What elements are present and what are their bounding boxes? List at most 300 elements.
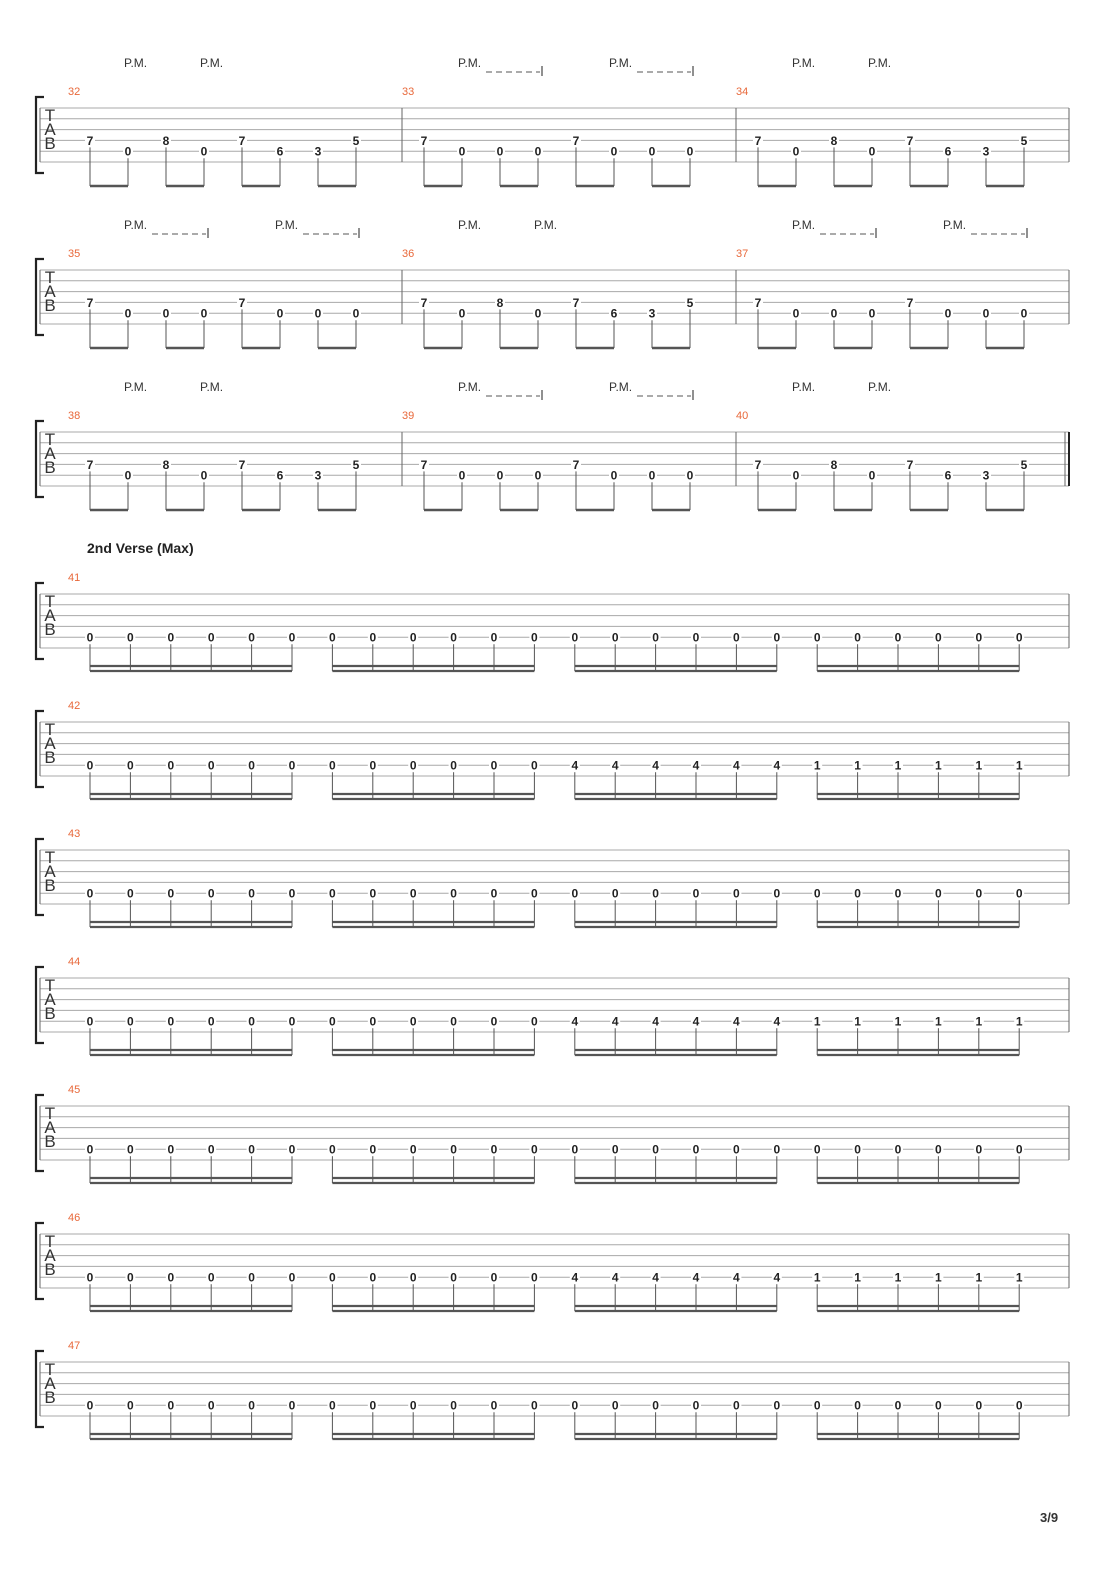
tab-system-2 (36, 218, 1069, 348)
fret-number: 0 (409, 758, 417, 773)
fret-number: 4 (611, 1270, 619, 1285)
fret-number: 1 (854, 758, 861, 773)
fret-number: 0 (490, 1014, 498, 1029)
palm-mute-label: P.M. (868, 380, 892, 394)
palm-mute-label: P.M. (609, 56, 633, 70)
fret-number: 7 (420, 295, 428, 310)
fret-number: 0 (975, 886, 983, 901)
measure-number: 44 (68, 956, 81, 968)
fret-number: 0 (652, 1398, 659, 1413)
fret-number: 7 (86, 295, 94, 310)
fret-number: 1 (854, 1270, 861, 1285)
measure-number: 36 (402, 248, 415, 260)
tab-letter: A (44, 444, 56, 463)
fret-number: 0 (571, 886, 579, 901)
fret-number: 0 (86, 1014, 94, 1029)
fret-number: 6 (944, 144, 952, 159)
fret-number: 0 (935, 1142, 942, 1157)
fret-number: 5 (686, 295, 694, 310)
measure-47 (36, 1340, 1069, 1439)
fret-number: 0 (200, 468, 208, 483)
fret-number: 0 (409, 886, 417, 901)
palm-mute-label: P.M. (200, 380, 224, 394)
fret-number: 8 (162, 457, 170, 472)
fret-number: 4 (571, 1014, 579, 1029)
fret-number: 7 (86, 457, 94, 472)
measure-40 (736, 380, 1029, 510)
fret-number: 0 (167, 630, 175, 645)
fret-number: 0 (248, 886, 255, 901)
tab-letter: B (44, 1132, 56, 1151)
palm-mute-label: P.M. (868, 56, 892, 70)
fret-number: 0 (490, 758, 498, 773)
measure-44 (36, 956, 1069, 1055)
fret-number: 0 (610, 468, 618, 483)
fret-number: 4 (611, 1014, 619, 1029)
fret-number: 0 (652, 886, 659, 901)
fret-number: 1 (935, 1014, 942, 1029)
fret-number: 0 (854, 886, 861, 901)
measure-number: 45 (68, 1084, 81, 1096)
fret-number: 0 (450, 630, 457, 645)
fret-number: 0 (409, 1014, 417, 1029)
fret-number: 0 (248, 758, 255, 773)
palm-mute-label: P.M. (458, 380, 482, 394)
measure-33 (402, 56, 695, 186)
palm-mute-label: P.M. (124, 56, 148, 70)
measure-42 (36, 700, 1069, 799)
fret-number: 0 (490, 1398, 498, 1413)
tab-letter: B (44, 1260, 56, 1279)
fret-number: 0 (200, 144, 208, 159)
fret-number: 0 (894, 886, 902, 901)
fret-number: 0 (531, 886, 538, 901)
palm-mute-label: P.M. (792, 380, 816, 394)
fret-number: 0 (458, 468, 466, 483)
fret-number: 0 (692, 630, 700, 645)
tab-letter: B (44, 134, 56, 153)
measure-45 (36, 1084, 1069, 1183)
fret-number: 3 (314, 144, 322, 159)
fret-number: 0 (610, 144, 618, 159)
tab-system-3 (36, 380, 1069, 510)
fret-number: 0 (975, 1398, 983, 1413)
fret-number: 0 (450, 1270, 457, 1285)
fret-number: 0 (813, 886, 821, 901)
fret-number: 0 (868, 306, 876, 321)
measure-46 (36, 1212, 1069, 1311)
tab-letter: T (44, 720, 56, 739)
tab-letter: B (44, 748, 56, 767)
fret-number: 0 (369, 886, 377, 901)
palm-mute-label: P.M. (792, 56, 816, 70)
fret-number: 7 (86, 133, 94, 148)
fret-number: 0 (830, 306, 838, 321)
fret-number: 0 (733, 630, 740, 645)
fret-number: 0 (648, 144, 656, 159)
fret-number: 0 (127, 1014, 134, 1029)
fret-number: 0 (1015, 886, 1023, 901)
fret-number: 1 (1015, 1270, 1023, 1285)
fret-number: 0 (648, 468, 656, 483)
measure-number: 32 (68, 86, 81, 98)
fret-number: 0 (329, 886, 336, 901)
fret-number: 4 (652, 758, 659, 773)
fret-number: 0 (450, 1142, 457, 1157)
fret-number: 1 (894, 758, 902, 773)
fret-number: 0 (611, 1398, 619, 1413)
measure-number: 35 (68, 248, 81, 260)
fret-number: 6 (276, 144, 284, 159)
tab-letter: A (44, 120, 56, 139)
fret-number: 0 (167, 1014, 175, 1029)
fret-number: 0 (207, 630, 215, 645)
fret-number: 4 (652, 1014, 659, 1029)
fret-number: 0 (127, 1270, 134, 1285)
fret-number: 0 (531, 1014, 538, 1029)
fret-number: 0 (854, 1142, 861, 1157)
fret-number: 0 (450, 1398, 457, 1413)
fret-number: 1 (813, 1270, 821, 1285)
fret-number: 0 (207, 1142, 215, 1157)
tab-letter: A (44, 734, 56, 753)
tab-letter: B (44, 458, 56, 477)
fret-number: 0 (496, 144, 504, 159)
measure-number: 42 (68, 700, 81, 712)
fret-number: 0 (571, 1398, 579, 1413)
fret-number: 0 (571, 630, 579, 645)
fret-number: 0 (288, 1014, 296, 1029)
measure-number: 47 (68, 1340, 81, 1352)
fret-number: 0 (854, 1398, 861, 1413)
tab-letter: T (44, 592, 56, 611)
fret-number: 0 (369, 1014, 377, 1029)
measure-35 (68, 218, 361, 348)
fret-number: 0 (733, 1398, 740, 1413)
fret-number: 4 (692, 758, 700, 773)
fret-number: 4 (692, 1014, 700, 1029)
measure-39 (402, 380, 695, 510)
fret-number: 0 (975, 630, 983, 645)
fret-number: 0 (207, 886, 215, 901)
fret-number: 1 (894, 1270, 902, 1285)
fret-number: 0 (329, 758, 336, 773)
fret-number: 0 (124, 306, 132, 321)
fret-number: 0 (1015, 1398, 1023, 1413)
fret-number: 0 (490, 630, 498, 645)
tab-letter: A (44, 1374, 56, 1393)
fret-number: 0 (944, 306, 952, 321)
tab-letter: T (44, 1232, 56, 1251)
fret-number: 7 (572, 295, 580, 310)
measure-38 (68, 380, 361, 510)
tab-letter: T (44, 268, 56, 287)
fret-number: 0 (975, 1142, 983, 1157)
fret-number: 0 (450, 1014, 457, 1029)
fret-number: 8 (830, 457, 838, 472)
fret-number: 0 (288, 1398, 296, 1413)
tab-letter: B (44, 876, 56, 895)
fret-number: 0 (773, 1142, 781, 1157)
fret-number: 5 (1020, 457, 1028, 472)
fret-number: 0 (369, 1398, 377, 1413)
fret-number: 0 (458, 306, 466, 321)
fret-number: 0 (288, 630, 296, 645)
fret-number: 7 (420, 457, 428, 472)
fret-number: 0 (248, 1014, 255, 1029)
fret-number: 0 (490, 1142, 498, 1157)
tab-letter: B (44, 1004, 56, 1023)
fret-number: 5 (352, 457, 360, 472)
fret-number: 0 (534, 306, 542, 321)
fret-number: 7 (906, 133, 914, 148)
tab-letter: A (44, 862, 56, 881)
fret-number: 0 (450, 886, 457, 901)
fret-number: 0 (935, 1398, 942, 1413)
fret-number: 0 (531, 630, 538, 645)
fret-number: 0 (86, 886, 94, 901)
fret-number: 3 (314, 468, 322, 483)
measure-32 (68, 56, 361, 186)
fret-number: 5 (1020, 133, 1028, 148)
fret-number: 8 (496, 295, 504, 310)
fret-number: 0 (248, 630, 255, 645)
fret-number: 0 (1015, 630, 1023, 645)
fret-number: 0 (127, 1398, 134, 1413)
tab-letter: T (44, 1360, 56, 1379)
palm-mute-label: P.M. (124, 218, 148, 232)
fret-number: 1 (1015, 1014, 1023, 1029)
fret-number: 0 (127, 758, 134, 773)
fret-number: 0 (352, 306, 360, 321)
fret-number: 4 (611, 758, 619, 773)
palm-mute-label: P.M. (124, 380, 148, 394)
fret-number: 4 (733, 1014, 740, 1029)
measure-number: 39 (402, 410, 415, 422)
fret-number: 0 (369, 758, 377, 773)
fret-number: 0 (329, 1142, 336, 1157)
fret-number: 0 (1015, 1142, 1023, 1157)
fret-number: 0 (894, 630, 902, 645)
fret-number: 0 (167, 1398, 175, 1413)
fret-number: 0 (207, 1398, 215, 1413)
fret-number: 0 (773, 630, 781, 645)
fret-number: 3 (648, 306, 656, 321)
fret-number: 0 (1020, 306, 1028, 321)
fret-number: 1 (894, 1014, 902, 1029)
fret-number: 1 (854, 1014, 861, 1029)
tab-letter: T (44, 976, 56, 995)
fret-number: 7 (238, 133, 246, 148)
fret-number: 0 (686, 144, 694, 159)
fret-number: 0 (124, 468, 132, 483)
fret-number: 0 (611, 630, 619, 645)
fret-number: 0 (813, 1398, 821, 1413)
fret-number: 0 (409, 1142, 417, 1157)
fret-number: 0 (276, 306, 284, 321)
fret-number: 0 (894, 1142, 902, 1157)
fret-number: 1 (975, 1014, 983, 1029)
fret-number: 7 (906, 457, 914, 472)
tab-letter: T (44, 430, 56, 449)
fret-number: 0 (854, 630, 861, 645)
fret-number: 7 (238, 295, 246, 310)
tab-letter: B (44, 296, 56, 315)
fret-number: 4 (773, 1014, 781, 1029)
tab-letter: T (44, 1104, 56, 1123)
tab-letter: A (44, 1118, 56, 1137)
section-title: 2nd Verse (Max) (87, 540, 194, 556)
fret-number: 0 (531, 1270, 538, 1285)
fret-number: 1 (935, 758, 942, 773)
fret-number: 0 (534, 144, 542, 159)
fret-number: 0 (692, 886, 700, 901)
fret-number: 0 (982, 306, 990, 321)
fret-number: 0 (127, 1142, 134, 1157)
fret-number: 8 (162, 133, 170, 148)
fret-number: 0 (935, 886, 942, 901)
fret-number: 1 (935, 1270, 942, 1285)
tab-system-1 (36, 56, 1069, 186)
fret-number: 0 (207, 1270, 215, 1285)
tab-letter: A (44, 990, 56, 1009)
fret-number: 0 (450, 758, 457, 773)
fret-number: 0 (652, 630, 659, 645)
fret-number: 0 (127, 886, 134, 901)
fret-number: 0 (200, 306, 208, 321)
fret-number: 1 (1015, 758, 1023, 773)
palm-mute-label: P.M. (609, 380, 633, 394)
fret-number: 5 (352, 133, 360, 148)
fret-number: 7 (420, 133, 428, 148)
fret-number: 0 (490, 1270, 498, 1285)
measure-34 (736, 56, 1029, 186)
fret-number: 0 (686, 468, 694, 483)
fret-number: 4 (773, 758, 781, 773)
fret-number: 0 (207, 758, 215, 773)
fret-number: 0 (733, 1142, 740, 1157)
fret-number: 0 (792, 468, 800, 483)
measure-36 (402, 218, 695, 348)
fret-number: 4 (733, 758, 740, 773)
fret-number: 1 (813, 758, 821, 773)
fret-number: 0 (531, 1398, 538, 1413)
fret-number: 0 (611, 886, 619, 901)
fret-number: 0 (868, 468, 876, 483)
fret-number: 4 (652, 1270, 659, 1285)
palm-mute-label: P.M. (792, 218, 816, 232)
fret-number: 0 (531, 758, 538, 773)
fret-number: 0 (86, 630, 94, 645)
measure-41 (36, 572, 1069, 671)
tab-letter: T (44, 106, 56, 125)
palm-mute-label: P.M. (534, 218, 558, 232)
palm-mute-label: P.M. (275, 218, 299, 232)
fret-number: 4 (733, 1270, 740, 1285)
fret-number: 1 (813, 1014, 821, 1029)
fret-number: 0 (531, 1142, 538, 1157)
fret-number: 0 (733, 886, 740, 901)
fret-number: 0 (792, 306, 800, 321)
fret-number: 0 (792, 144, 800, 159)
tab-letter: T (44, 848, 56, 867)
tab-letter: A (44, 1246, 56, 1265)
fret-number: 0 (329, 630, 336, 645)
palm-mute-label: P.M. (943, 218, 967, 232)
fret-number: 0 (167, 758, 175, 773)
fret-number: 0 (248, 1398, 255, 1413)
fret-number: 7 (238, 457, 246, 472)
fret-number: 0 (167, 1142, 175, 1157)
fret-number: 7 (754, 133, 762, 148)
fret-number: 0 (409, 1270, 417, 1285)
measure-number: 46 (68, 1212, 81, 1224)
fret-number: 0 (496, 468, 504, 483)
measure-number: 33 (402, 86, 415, 98)
fret-number: 0 (86, 1270, 94, 1285)
fret-number: 7 (572, 457, 580, 472)
fret-number: 0 (329, 1270, 336, 1285)
fret-number: 4 (773, 1270, 781, 1285)
fret-number: 0 (813, 630, 821, 645)
fret-number: 0 (692, 1142, 700, 1157)
fret-number: 0 (288, 1270, 296, 1285)
palm-mute-label: P.M. (200, 56, 224, 70)
measure-number: 38 (68, 410, 81, 422)
measure-37 (736, 218, 1029, 348)
measure-number: 40 (736, 410, 749, 422)
palm-mute-label: P.M. (458, 56, 482, 70)
fret-number: 0 (167, 1270, 175, 1285)
fret-number: 0 (773, 1398, 781, 1413)
fret-number: 0 (207, 1014, 215, 1029)
fret-number: 0 (288, 758, 296, 773)
fret-number: 0 (369, 1270, 377, 1285)
measure-number: 41 (68, 572, 81, 584)
measure-43 (36, 828, 1069, 927)
fret-number: 0 (652, 1142, 659, 1157)
measure-number: 37 (736, 248, 749, 260)
fret-number: 0 (127, 630, 134, 645)
fret-number: 6 (610, 306, 618, 321)
fret-number: 4 (571, 1270, 579, 1285)
fret-number: 0 (935, 630, 942, 645)
fret-number: 3 (982, 468, 990, 483)
fret-number: 0 (124, 144, 132, 159)
tab-letter: A (44, 282, 56, 301)
fret-number: 6 (944, 468, 952, 483)
fret-number: 0 (329, 1014, 336, 1029)
fret-number: 0 (409, 1398, 417, 1413)
fret-number: 0 (692, 1398, 700, 1413)
fret-number: 6 (276, 468, 284, 483)
fret-number: 0 (369, 630, 377, 645)
fret-number: 0 (571, 1142, 579, 1157)
fret-number: 0 (288, 1142, 296, 1157)
fret-number: 0 (894, 1398, 902, 1413)
fret-number: 0 (534, 468, 542, 483)
fret-number: 7 (906, 295, 914, 310)
tab-letter: A (44, 606, 56, 625)
fret-number: 1 (975, 1270, 983, 1285)
fret-number: 3 (982, 144, 990, 159)
fret-number: 0 (369, 1142, 377, 1157)
fret-number: 4 (571, 758, 579, 773)
fret-number: 0 (329, 1398, 336, 1413)
fret-number: 0 (409, 630, 417, 645)
page-number: 3/9 (1040, 1510, 1059, 1525)
fret-number: 0 (86, 758, 94, 773)
